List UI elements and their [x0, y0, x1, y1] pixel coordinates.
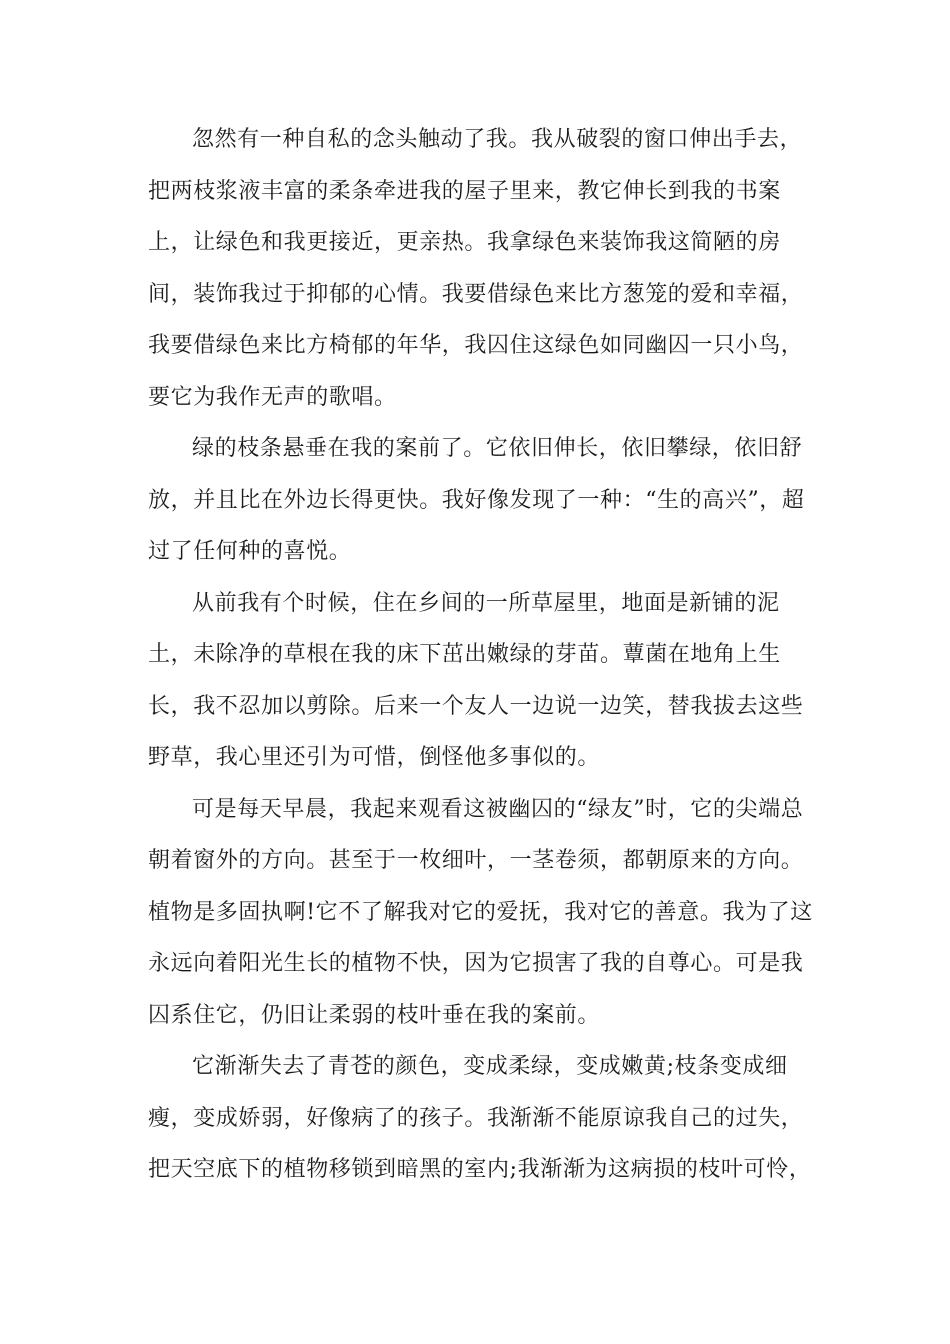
text-line: 把两枝浆液丰富的柔条牵进我的屋子里来，教它伸长到我的书案	[148, 178, 781, 204]
text-line: 野草，我心里还引为可惜，倒怪他多事似的。	[148, 745, 601, 770]
text-line: 朝着窗外的方向。甚至于一枚细叶，一茎卷须，都朝原来的方向。	[148, 848, 804, 873]
text-line: 过了任何种的喜悦。	[148, 539, 352, 564]
text-line: 植物是多固执啊!它不了解我对它的爱抚，我对它的善意。我为了这	[148, 899, 813, 925]
paragraph	[148, 578, 808, 784]
text-line: 长，我不忍加以剪除。后来一个友人一边说一边笑，替我拔去这些	[148, 693, 804, 719]
text-line: 要它为我作无声的歌唱。	[148, 384, 397, 410]
text-line: 上，让绿色和我更接近，更亲热。我拿绿色来装饰我这简陋的房	[148, 230, 781, 255]
text-line: 放，并且比在外边长得更快。我好像发现了一种：“生的高兴”，超	[148, 487, 805, 513]
text-line: 瘦，变成娇弱，好像病了的孩子。我渐渐不能原谅我自己的过失，	[148, 1105, 804, 1131]
paragraph	[148, 114, 808, 423]
text-line: 它渐渐失去了青苍的颜色，变成柔绿，变成嫩黄;枝条变成细	[192, 1054, 788, 1079]
text-line: 间，装饰我过于抑郁的心情。我要借绿色来比方葱笼的爱和幸福，	[148, 281, 804, 307]
text-line: 把天空底下的植物移锁到暗黑的室内;我渐渐为这病损的枝叶可怜，	[148, 1157, 812, 1182]
text-line: 从前我有个时候，住在乡间的一所草屋里，地面是新铺的泥	[192, 590, 780, 616]
text-line: 可是每天早晨，我起来观看这被幽囚的“绿友”时，它的尖端总	[192, 796, 804, 822]
text-line: 我要借绿色来比方椅郁的年华，我囚住这绿色如同幽囚一只小鸟，	[148, 333, 804, 358]
text-line: 囚系住它，仍旧让柔弱的枝叶垂在我的案前。	[148, 1002, 601, 1028]
paragraph	[148, 784, 813, 1042]
text-line: 永远向着阳光生长的植物不快，因为它损害了我的自尊心。可是我	[148, 951, 804, 976]
paragraph	[148, 423, 808, 578]
document-body	[148, 114, 813, 1196]
paragraph	[148, 1041, 812, 1196]
text-line: 忽然有一种自私的念头触动了我。我从破裂的窗口伸出手去，	[192, 127, 803, 152]
text-line: 绿的枝条悬垂在我的案前了。它依旧伸长，依旧攀绿，依旧舒	[192, 436, 803, 461]
text-line: 土，未除净的草根在我的床下茁出嫩绿的芽苗。蕈菌在地角上生	[148, 642, 781, 667]
